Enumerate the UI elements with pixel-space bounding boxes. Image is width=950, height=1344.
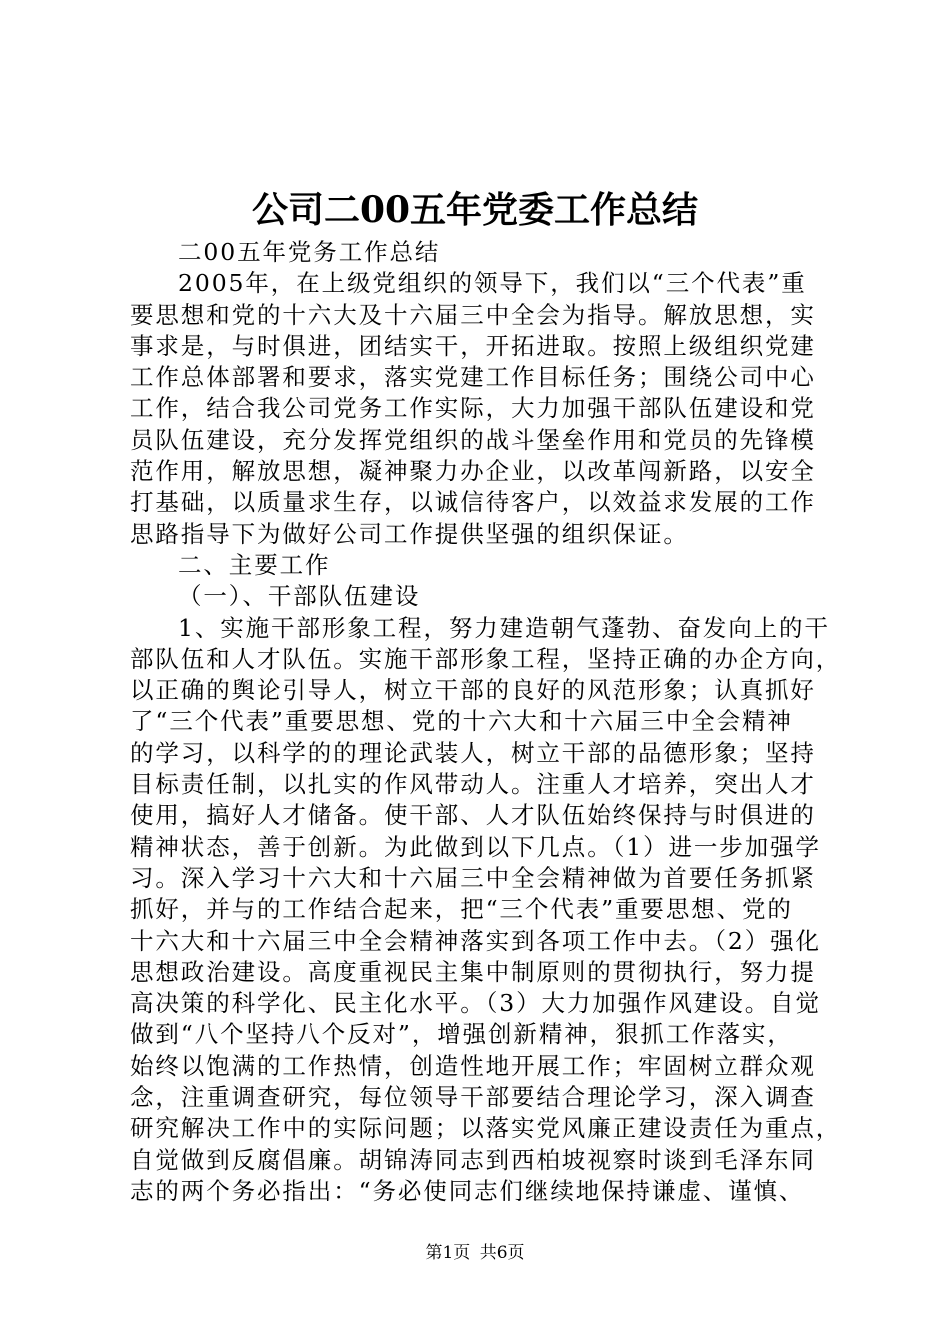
paragraph-line: 研究解决工作中的实际问题；以落实党风廉正建设责任为重点， (130, 1114, 842, 1143)
paragraph-line: 念，注重调查研究，每位领导干部要结合理论学习，深入调查 (130, 1083, 816, 1112)
paragraph-line: 的学习，以科学的的理论武装人，树立干部的品德形象；坚持 (130, 738, 816, 767)
paragraph-line: 习。深入学习十六大和十六届三中全会精神做为首要任务抓紧 (130, 863, 816, 892)
paragraph-line: 始终以饱满的工作热情，创造性地开展工作；牢固树立群众观 (130, 1051, 816, 1080)
paragraph-line: 2005年，在上级党组织的领导下，我们以“三个代表”重 (178, 269, 807, 298)
paragraph-line: 事求是，与时俱进，团结实干，开拓进取。按照上级组织党建 (130, 331, 816, 360)
paragraph-line: 精神状态，善于创新。为此做到以下几点。（1）进一步加强学 (130, 832, 821, 861)
document-body (130, 237, 850, 1207)
paragraph-line: 以正确的舆论引导人，树立干部的良好的风范形象；认真抓好 (130, 676, 816, 705)
paragraph-line: 自觉做到反腐倡廉。胡锦涛同志到西柏坡视察时谈到毛泽东同 (130, 1145, 816, 1174)
paragraph-line: 了“三个代表”重要思想、党的十六大和十六届三中全会精神 (130, 707, 793, 736)
paragraph-line: 1、实施干部形象工程，努力建造朝气蓬勃、奋发向上的干 (178, 613, 830, 642)
paragraph-line: 工作总体部署和要求，落实党建工作目标任务；围绕公司中心 (130, 363, 816, 392)
paragraph-line: 工作，结合我公司党务工作实际，大力加强干部队伍建设和党 (130, 394, 816, 423)
page-total: 共6页 (479, 1243, 525, 1263)
subtitle-line: 二00五年党务工作总结 (178, 238, 441, 266)
paragraph-line: 做到“八个坚持八个反对”，增强创新精神，狠抓工作落实， (130, 1020, 793, 1049)
paragraph-line: 思路指导下为做好公司工作提供坚强的组织保证。 (130, 519, 689, 548)
paragraph-line: 思想政治建设。高度重视民主集中制原则的贯彻执行，努力提 (130, 957, 816, 986)
document-title: 公司二00五年党委工作总结 (251, 189, 699, 231)
paragraph-line: 目标责任制，以扎实的作风带动人。注重人才培养，突出人才 (130, 770, 816, 799)
paragraph-line: 要思想和党的十六大及十六届三中全会为指导。解放思想，实 (130, 300, 816, 329)
paragraph-line: 打基础，以质量求生存，以诚信待客户，以效益求发展的工作 (130, 488, 816, 517)
page-footer (0, 1241, 950, 1265)
page-number: 第1页 (425, 1243, 471, 1263)
subsection-heading: （一）、干部队伍建设 (178, 582, 421, 611)
section-heading: 二、主要工作 (178, 550, 331, 579)
paragraph-line: 部队伍和人才队伍。实施干部形象工程，坚持正确的办企方向， (130, 644, 842, 673)
paragraph-line: 员队伍建设，充分发挥党组织的战斗堡垒作用和党员的先锋模 (130, 425, 816, 454)
paragraph-line: 十六大和十六届三中全会精神落实到各项工作中去。（2）强化 (130, 926, 821, 955)
paragraph-line: 志的两个务必指出：“务必使同志们继续地保持谦虚、谨慎、 (130, 1176, 805, 1205)
paragraph-line: 使用，搞好人才储备。使干部、人才队伍始终保持与时俱进的 (130, 801, 816, 830)
paragraph-line: 抓好，并与的工作结合起来，把“三个代表”重要思想、党的 (130, 895, 793, 924)
paragraph-line: 范作用，解放思想，凝神聚力办企业，以改革闯新路，以安全 (130, 457, 816, 486)
paragraph-line: 高决策的科学化、民主化水平。（3）大力加强作风建设。自觉 (130, 989, 821, 1018)
